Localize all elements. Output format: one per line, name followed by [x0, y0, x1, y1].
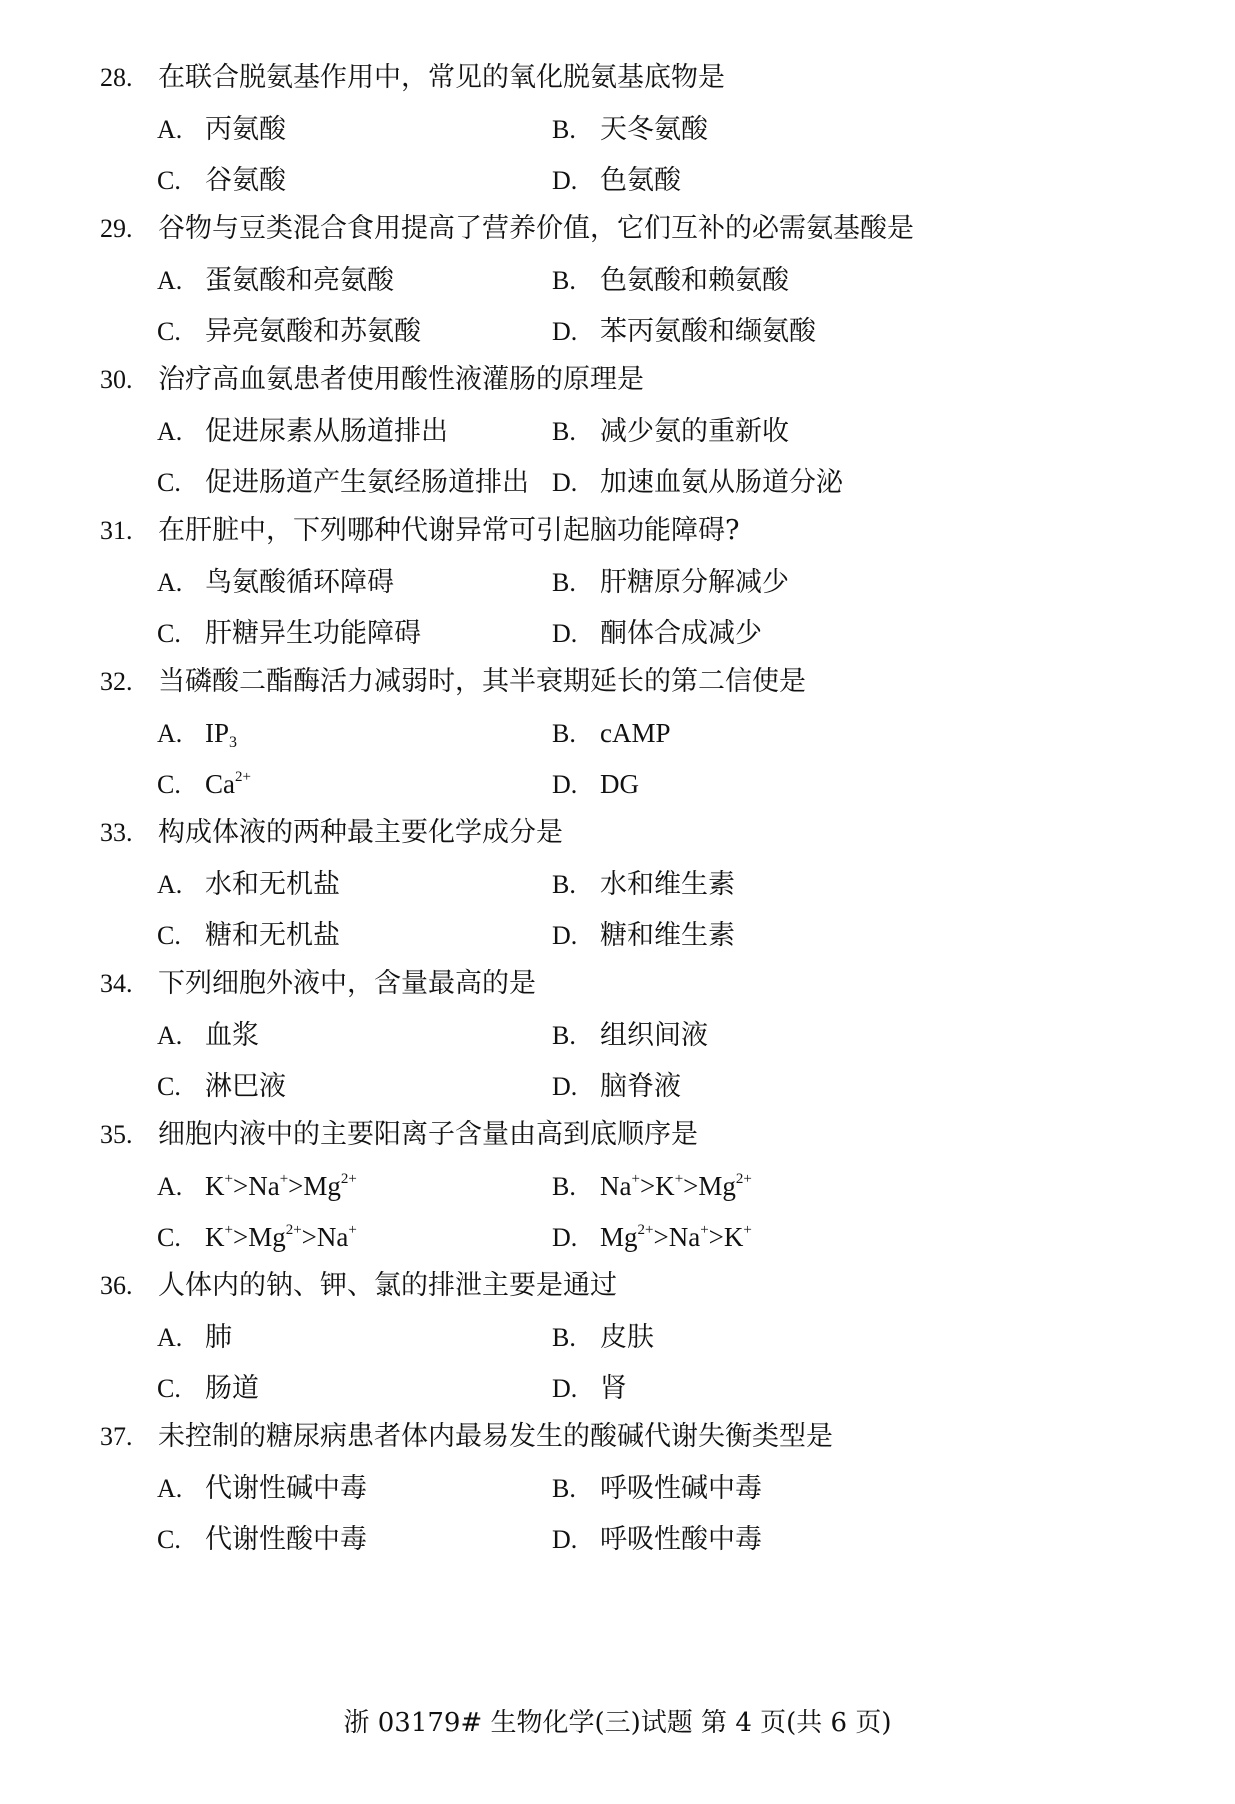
option-text: 鸟氨酸循环障碍	[205, 567, 394, 598]
option-b	[552, 104, 1052, 155]
option-letter: A.	[157, 1021, 183, 1050]
options-row	[100, 910, 1200, 961]
question-item	[100, 807, 1200, 961]
options-row	[100, 1061, 1200, 1112]
option-text: 天冬氨酸	[600, 114, 708, 145]
question-text: 谷物与豆类混合食用提高了营养价值，它们互补的必需氨基酸是	[158, 213, 914, 244]
options-row	[100, 155, 1200, 206]
formula-text: >Mg	[288, 1171, 341, 1201]
option-letter: D.	[552, 1223, 578, 1252]
superscript: +	[743, 1222, 752, 1238]
option-c	[157, 1061, 552, 1112]
superscript: 2+	[235, 769, 251, 785]
option-text: 肾	[600, 1373, 627, 1404]
options-row	[100, 759, 1200, 810]
option-a	[157, 406, 552, 457]
option-d	[552, 1212, 1052, 1263]
option-text: 丙氨酸	[205, 114, 286, 145]
option-text: 淋巴液	[205, 1071, 286, 1102]
question-stem	[100, 52, 1200, 104]
option-text: 呼吸性酸中毒	[600, 1524, 762, 1555]
option-text: 促进尿素从肠道排出	[205, 416, 448, 447]
question-stem	[100, 1109, 1200, 1161]
option-text	[205, 1212, 357, 1263]
option-letter: D.	[552, 921, 578, 950]
option-letter: A.	[157, 115, 183, 144]
option-letter: C.	[157, 1374, 181, 1403]
formula-text: >Mg	[232, 1222, 286, 1252]
option-letter: C.	[157, 1223, 181, 1252]
option-text: 加速血氨从肠道分泌	[600, 467, 843, 498]
option-letter: D.	[552, 1525, 578, 1554]
option-d	[552, 155, 1052, 206]
option-text: 水和无机盐	[205, 869, 340, 900]
option-letter: C.	[157, 1525, 181, 1554]
option-letter: D.	[552, 1374, 578, 1403]
option-text: 血浆	[205, 1020, 259, 1051]
superscript: +	[224, 1222, 233, 1238]
option-letter: C.	[157, 921, 181, 950]
option-a	[157, 557, 552, 608]
option-letter: B.	[552, 1474, 576, 1503]
option-letter: C.	[157, 619, 181, 648]
option-a	[157, 255, 552, 306]
option-text	[600, 1161, 752, 1212]
formula-text: >Na	[653, 1222, 701, 1252]
question-number: 32.	[100, 667, 133, 696]
subscript: 3	[229, 734, 238, 751]
question-item	[100, 52, 1200, 206]
option-letter: A.	[157, 1172, 183, 1201]
formula-text: K	[205, 1171, 225, 1201]
option-a	[157, 104, 552, 155]
question-number: 31.	[100, 516, 133, 545]
option-text: 组织间液	[600, 1020, 708, 1051]
superscript: 2+	[637, 1222, 654, 1238]
question-item	[100, 1411, 1200, 1565]
option-letter: D.	[552, 1072, 578, 1101]
question-text: 未控制的糖尿病患者体内最易发生的酸碱代谢失衡类型是	[158, 1421, 833, 1452]
question-text: 在肝脏中，下列哪种代谢异常可引起脑功能障碍?	[158, 515, 740, 546]
option-letter: C.	[157, 317, 181, 346]
option-text	[600, 1212, 752, 1263]
options-row	[100, 859, 1200, 910]
option-letter: A.	[157, 1474, 183, 1503]
formula-text: >Mg	[683, 1171, 736, 1201]
question-item	[100, 203, 1200, 357]
option-letter: B.	[552, 568, 576, 597]
option-b	[552, 1161, 1052, 1212]
option-a	[157, 708, 552, 759]
question-number: 33.	[100, 818, 133, 847]
option-text: 苯丙氨酸和缬氨酸	[600, 316, 816, 347]
question-stem	[100, 505, 1200, 557]
question-text: 在联合脱氨基作用中，常见的氧化脱氨基底物是	[158, 62, 725, 93]
option-b	[552, 708, 1052, 759]
option-d	[552, 1514, 1052, 1565]
option-text: 蛋氨酸和亮氨酸	[205, 265, 394, 296]
question-text: 构成体液的两种最主要化学成分是	[158, 817, 563, 848]
question-text: 细胞内液中的主要阳离子含量由高到底顺序是	[158, 1119, 698, 1150]
option-d	[552, 910, 1052, 961]
options-row	[100, 255, 1200, 306]
superscript: 2+	[340, 1171, 357, 1187]
options-row	[100, 557, 1200, 608]
option-b	[552, 1463, 1052, 1514]
formula-text: >K	[639, 1171, 675, 1201]
option-c	[157, 910, 552, 961]
option-text: 代谢性碱中毒	[205, 1473, 367, 1504]
question-number: 37.	[100, 1422, 133, 1451]
options-row	[100, 457, 1200, 508]
options-row	[100, 406, 1200, 457]
option-text: 糖和无机盐	[205, 920, 340, 951]
question-stem	[100, 1411, 1200, 1463]
option-letter: A.	[157, 417, 183, 446]
question-number: 34.	[100, 969, 133, 998]
option-text: 肝糖异生功能障碍	[205, 618, 421, 649]
option-letter: A.	[157, 266, 183, 295]
formula-text: >Na	[301, 1222, 349, 1252]
option-b	[552, 1010, 1052, 1061]
question-item	[100, 1260, 1200, 1414]
formula-text: >K	[708, 1222, 744, 1252]
option-d	[552, 306, 1052, 357]
option-text	[600, 708, 671, 759]
option-d	[552, 1363, 1052, 1414]
question-item	[100, 505, 1200, 659]
question-text: 当磷酸二酯酶活力减弱时，其半衰期延长的第二信使是	[158, 666, 806, 697]
option-text: 皮肤	[600, 1322, 654, 1353]
formula-text: cAMP	[600, 718, 671, 748]
question-stem	[100, 1260, 1200, 1312]
question-number: 30.	[100, 365, 133, 394]
option-c	[157, 1514, 552, 1565]
option-c	[157, 155, 552, 206]
question-number: 28.	[100, 63, 133, 92]
option-b	[552, 859, 1052, 910]
formula-text: Na	[600, 1171, 632, 1201]
option-letter: B.	[552, 417, 576, 446]
option-text: 色氨酸和赖氨酸	[600, 265, 789, 296]
option-letter: A.	[157, 1323, 183, 1352]
option-letter: C.	[157, 166, 181, 195]
question-text: 下列细胞外液中，含量最高的是	[158, 968, 536, 999]
option-text: 糖和维生素	[600, 920, 735, 951]
options-row	[100, 1161, 1200, 1212]
question-stem	[100, 807, 1200, 859]
option-letter: B.	[552, 266, 576, 295]
option-text: 减少氨的重新收	[600, 416, 789, 447]
options-row	[100, 1363, 1200, 1414]
option-text: 肝糖原分解减少	[600, 567, 789, 598]
option-text: 促进肠道产生氨经肠道排出	[205, 467, 529, 498]
option-b	[552, 406, 1052, 457]
question-item	[100, 1109, 1200, 1263]
option-b	[552, 557, 1052, 608]
option-text: 脑脊液	[600, 1071, 681, 1102]
question-number: 35.	[100, 1120, 133, 1149]
options-row	[100, 1463, 1200, 1514]
option-letter: D.	[552, 770, 578, 799]
option-d	[552, 759, 1052, 810]
formula-text: >Na	[232, 1171, 280, 1201]
superscript: +	[674, 1171, 684, 1187]
option-letter: D.	[552, 468, 578, 497]
option-a	[157, 1010, 552, 1061]
option-letter: C.	[157, 1072, 181, 1101]
option-text: 水和维生素	[600, 869, 735, 900]
option-c	[157, 1363, 552, 1414]
option-b	[552, 255, 1052, 306]
options-row	[100, 1312, 1200, 1363]
option-a	[157, 859, 552, 910]
options-row	[100, 708, 1200, 759]
option-letter: D.	[552, 619, 578, 648]
option-a	[157, 1463, 552, 1514]
option-letter: D.	[552, 317, 578, 346]
question-item	[100, 656, 1200, 810]
question-number: 29.	[100, 214, 133, 243]
option-letter: A.	[157, 719, 183, 748]
option-b	[552, 1312, 1052, 1363]
option-text: 肠道	[205, 1373, 259, 1404]
options-row	[100, 608, 1200, 659]
superscript: +	[700, 1222, 709, 1238]
options-row	[100, 104, 1200, 155]
option-text	[205, 708, 237, 759]
superscript: 2+	[735, 1171, 752, 1187]
option-letter: B.	[552, 1172, 576, 1201]
option-letter: B.	[552, 115, 576, 144]
option-c	[157, 1212, 552, 1263]
formula-text: K	[205, 1222, 225, 1252]
options-row	[100, 1514, 1200, 1565]
option-text: 色氨酸	[600, 165, 681, 196]
question-stem	[100, 203, 1200, 255]
option-d	[552, 1061, 1052, 1112]
question-item	[100, 354, 1200, 508]
question-text: 治疗高血氨患者使用酸性液灌肠的原理是	[158, 364, 644, 395]
page-footer: 浙 03179# 生物化学(三)试题 第 4 页(共 6 页)	[343, 1708, 892, 1738]
option-d	[552, 457, 1052, 508]
formula-text: IP	[205, 718, 230, 748]
formula-text: Mg	[600, 1222, 638, 1252]
option-text	[205, 759, 251, 810]
option-letter: B.	[552, 719, 576, 748]
option-letter: B.	[552, 1021, 576, 1050]
formula-text: DG	[600, 769, 639, 799]
option-letter: B.	[552, 1323, 576, 1352]
option-d	[552, 608, 1052, 659]
option-letter: B.	[552, 870, 576, 899]
question-stem	[100, 958, 1200, 1010]
option-letter: C.	[157, 468, 181, 497]
option-c	[157, 457, 552, 508]
option-letter: A.	[157, 870, 183, 899]
question-number: 36.	[100, 1271, 133, 1300]
option-text: 谷氨酸	[205, 165, 286, 196]
superscript: +	[631, 1171, 640, 1187]
option-c	[157, 306, 552, 357]
formula-text: Ca	[205, 769, 235, 799]
options-row	[100, 306, 1200, 357]
option-text: 酮体合成减少	[600, 618, 762, 649]
question-item	[100, 958, 1200, 1112]
options-row	[100, 1212, 1200, 1263]
question-text: 人体内的钠、钾、氯的排泄主要是通过	[158, 1270, 617, 1301]
option-c	[157, 759, 552, 810]
option-text: 代谢性酸中毒	[205, 1524, 367, 1555]
option-letter: D.	[552, 166, 578, 195]
option-a	[157, 1312, 552, 1363]
superscript: 2+	[285, 1222, 302, 1238]
superscript: +	[348, 1222, 357, 1238]
option-letter: C.	[157, 770, 181, 799]
option-text	[205, 1161, 357, 1212]
option-text: 肺	[205, 1322, 232, 1353]
option-c	[157, 608, 552, 659]
option-text: 呼吸性碱中毒	[600, 1473, 762, 1504]
option-letter: A.	[157, 568, 183, 597]
question-stem	[100, 656, 1200, 708]
superscript: +	[279, 1171, 289, 1187]
options-row	[100, 1010, 1200, 1061]
option-a	[157, 1161, 552, 1212]
superscript: +	[224, 1171, 233, 1187]
option-text: 异亮氨酸和苏氨酸	[205, 316, 421, 347]
option-text	[600, 759, 639, 810]
question-stem	[100, 354, 1200, 406]
